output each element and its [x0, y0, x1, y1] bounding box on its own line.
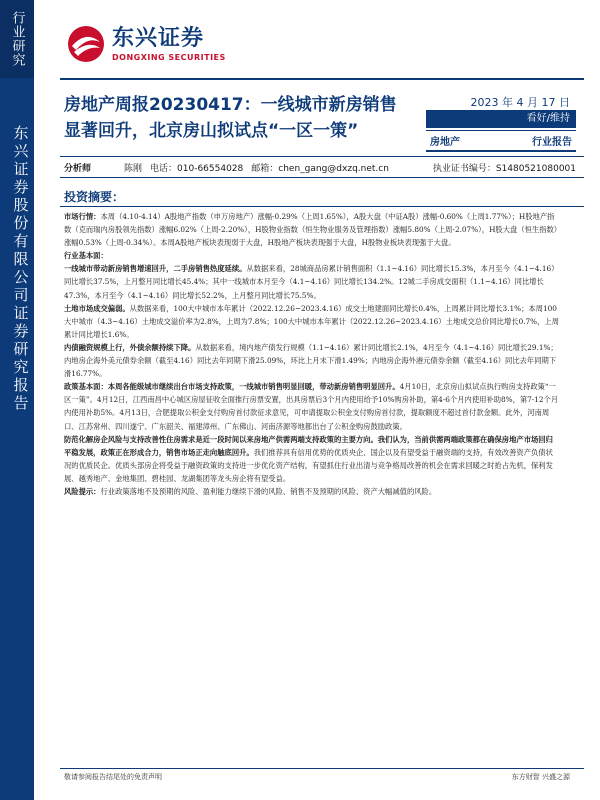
logo-cn-text: 东兴证券 — [112, 25, 205, 51]
paragraph-body: 从数据来看，100大中城市本年累计（2022.12.26~2023.4.16）成交土地建面同比增长0.4%，上周累计同比增长3.1%；本周100大中城市（4.3~4.16）土地成交溢价率为2.8%，上周为7.8%；100大中城市本年累计（2022.12.26~2023.4.16）土地成交总价同比增长0.7%，上周累计同比增长1.6%。 — [64, 303, 560, 339]
title-line-1: 房地产周报20230417：一线城市新房销售 — [64, 95, 397, 115]
sidebar — [0, 0, 34, 800]
logo-mark-icon — [66, 24, 106, 64]
paragraph-lead: 政策基本面：本周各能级城市继续出台市场支持政策，一线城市销售明显回暖，带动新房销售明显回升。 — [64, 382, 400, 392]
report-date: 2023 年 4 月 17 日 — [470, 96, 570, 109]
paragraph-body: 我们推荐具有信用优势的优质央企、国企以及有望受益于融资端的支持，有效改善资产负债状况的优质民企。优质头部房企将受益于融资政策的支持进一步优化资产结构，有望抓住行业出清与竞争格局改善的机会在需求回暖之时抢占先机，保利发展、越秀地产、金地集团、碧桂园、龙湖集团等龙头房企将有望受益。 — [64, 447, 553, 483]
section-heading: 投资摘要： — [64, 190, 125, 204]
rating-badge: 看好/维持 — [426, 110, 576, 128]
paragraph-outlook — [64, 433, 560, 485]
rating-box — [426, 110, 576, 152]
header-divider — [60, 78, 584, 80]
footer-slogan: 东方财智 兴盛之源 — [511, 773, 570, 781]
paragraph-lead: 市场行情： — [64, 212, 101, 221]
paragraph-policy — [64, 380, 560, 432]
title-line-2: 显著回升，北京房山拟试点“一区一策” — [64, 121, 359, 141]
report-title — [64, 92, 434, 144]
paragraph-lead: 行业基本面： — [64, 251, 108, 261]
analyst-email: 邮箱：chen_gang@dxzq.net.cn — [251, 163, 389, 174]
paragraph-lead: 防范化解房企风险与支持改善性住房需求是近一段时间以来房地产供需两端支持政策的主要方向。我们认为，当前供需两端政策都在确保房地产市场回归平稳发展，政策正在形成合力，销售市场正走向触底回升。 — [64, 434, 553, 457]
paragraph-lead: 土地市场成交偏弱。 — [64, 303, 130, 313]
paragraph-market — [64, 210, 560, 249]
analyst-phone: 电话：010-66554028 — [150, 163, 244, 174]
paragraph-sales — [64, 262, 560, 301]
paragraph-lead: 一线城市带动新房销售增速回升，二手房销售热度延续。 — [64, 264, 247, 274]
company-logo — [66, 24, 226, 64]
footer-divider — [60, 768, 584, 769]
logo-en-text: DONGXING SECURITIES — [112, 52, 226, 62]
paragraph-body: 4月10日，北京房山拟试点执行购房支持政策“一区一策”。4月12日，江西南昌中心城区房屋征收全面推行房票安置，出具房票后3个月内使用给予10%购房补助，第4-6个月内使用补助8%，第7-12个月内使用补助5%。4月13日，合肥提取公积金支付购房首付款征求意见，可申请提取公积金支付购房首付款，提取额度不超过首付款金额。此外，河南周口、江苏常州、四川遂宁、广东韶关、福建漳州、广东佛山、河南济源等地都出台了公积金购房鼓励政策。 — [64, 382, 559, 431]
paragraph-lead: 风险提示： — [64, 486, 101, 496]
paragraph-body: 从数据来看，28城商品房累计销售面积（1.1~4.16）同比增长15.3%，本月至今（4.1~4.16）同比增长37.5%，上月整月同比增长45.4%；其中一线城市本月至今（4.1~4.16）同比增长134.2%。12城二手房成交面积（1.1~4.16）同比增长47.3%，本月至今（4.1~4.16）同比增长52.2%，上月整月同比增长75.5%。 — [64, 264, 559, 300]
paragraph-fundamentals — [64, 249, 560, 262]
paragraph-lead: 内债融资规模上行，外债余额持续下降。 — [64, 342, 196, 352]
sidebar-category-label: 行业研究 — [0, 0, 34, 78]
report-type-tag: 行业报告 — [532, 137, 572, 148]
paragraph-body: 行业政策落地不及预期的风险、盈利能力继续下滑的风险、销售不及预期的风险、资产大幅减值的风险。 — [100, 486, 437, 496]
analyst-label: 分析师 — [64, 163, 92, 174]
paragraph-body: 从数据来看，境内地产债发行规模（1.1~4.16）累计同比增长2.1%，4月至今（4.1~4.16）同比增长29.1%；内地房企海外美元债券余额（截至4.16）同比去年同期下滑25.09%，环比上月末下滑1.49%；内地房企海外港元债券余额（截至4.16）同比去年同期下滑16.77%。 — [64, 342, 558, 379]
sidebar-company-text: 东兴证券股份有限公司证券研究报告 — [11, 125, 30, 413]
summary-content — [64, 210, 560, 498]
analyst-info-row — [60, 156, 584, 178]
section-divider — [60, 206, 584, 207]
sector-tag: 房地产 — [430, 137, 460, 148]
footer-disclaimer: 敬请参阅报告结尾处的免责声明 — [64, 773, 162, 781]
paragraph-risk — [64, 485, 560, 498]
paragraph-land — [64, 302, 560, 341]
analyst-license: 执业证书编号：S1480521080001 — [432, 163, 576, 174]
analyst-name: 陈刚 — [124, 163, 143, 174]
paragraph-financing — [64, 341, 560, 380]
paragraph-body: 本周（4.10-4.14）A股地产指数（申万房地产）涨幅-0.29%（上周1.65%），A股大盘（中证A股）涨幅-0.60%（上周1.77%）；H股地产指数（克而瑞内房股领先指数）涨幅6.02%（上周-2.20%），H股物业指数（恒生物业服务及管理指数）涨幅5.80%（上周-2.07%），H股大盘（恒生指数）涨幅0.53%（上周-0.34%）。本周A股地产板块表现弱于大盘，H股地产板块表现强于大盘，H股物业板块表现强于大盘。 — [64, 212, 558, 248]
